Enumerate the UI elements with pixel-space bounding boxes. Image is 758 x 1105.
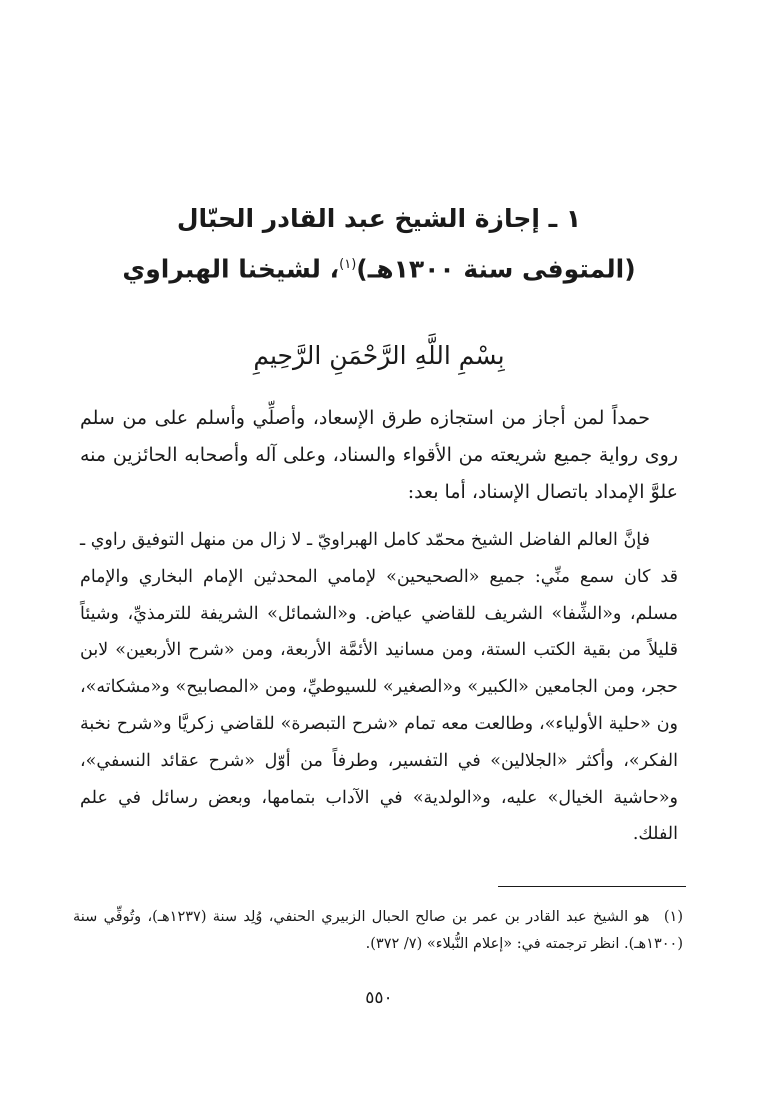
opening-paragraph: حمداً لمن أجاز من استجازه طرق الإسعاد، وأصلِّي وأسلم على من سلم روى رواية جميع شريعته من الأقواء والسناد، وعلى آله وأصحابه الحائزين منه علوَّ الإمداد باتصال الإسناد، أما بعد:	[80, 407, 678, 503]
title-line-1: ١ ـ إجازة الشيخ عبد القادر الحبّال	[176, 204, 582, 233]
footnote	[73, 904, 683, 958]
footnote-separator	[498, 886, 686, 887]
basmala: بِسْمِ اللَّهِ الرَّحْمَنِ الرَّحِيمِ	[253, 341, 505, 370]
footnote-text: هو الشيخ عبد القادر بن عمر بن صالح الحبال الزبيري الحنفي، وُلِد سنة (١٢٣٧هـ)، وتُوفِّي سنة (١٣٠٠هـ). انظر ترجمته في: «إعلام النُّبلاء» (٧/ ٣٧٢).	[73, 909, 683, 952]
footnote-number: (١)	[663, 909, 684, 925]
footnote-reference: (١)	[339, 257, 357, 272]
page-number: ٥٥٠	[365, 988, 393, 1008]
title-line-2-tail: ، لشيخنا الهبراوي	[122, 254, 340, 284]
body-paragraph: فإنَّ العالم الفاضل الشيخ محمّد كامل الهبراويّ ـ لا زال من منهل التوفيق راوي ـ قد كان سمع منِّي: جميع «الصحيحين» لإمامي المحدثين الإمام البخاري والإمام مسلم، و«الشِّفا» الشريف للقاضي عياض. و«الشمائل» الشريفة للترمذيِّ، وشيئاً قليلاً من بقية الكتب الستة، ومن مسانيد الأئمَّة الأربعة، ومن «شرح الأربعين» لابن حجر، ومن الجامعين «الكبير» و«الصغير» للسيوطيِّ، ومن «المصابيح» و«مشكاته»، ون «حلية الأولياء»، وطالعت معه تمام «شرح التبصرة» للقاضي زكريَّا و«شرح نخبة الفكر»، وأكثر «الجلالين» في التفسير، وطرفاً من أوّل «شرح عقائد النسفي»، و«حاشية الخيال» عليه، و«الولدية» في الآداب بتمامها، وبعض رسائل في علم الفلك.	[80, 530, 678, 845]
title-line-2: (المتوفى سنة ١٣٠٠هـ)	[356, 254, 636, 284]
section-title	[60, 196, 698, 292]
